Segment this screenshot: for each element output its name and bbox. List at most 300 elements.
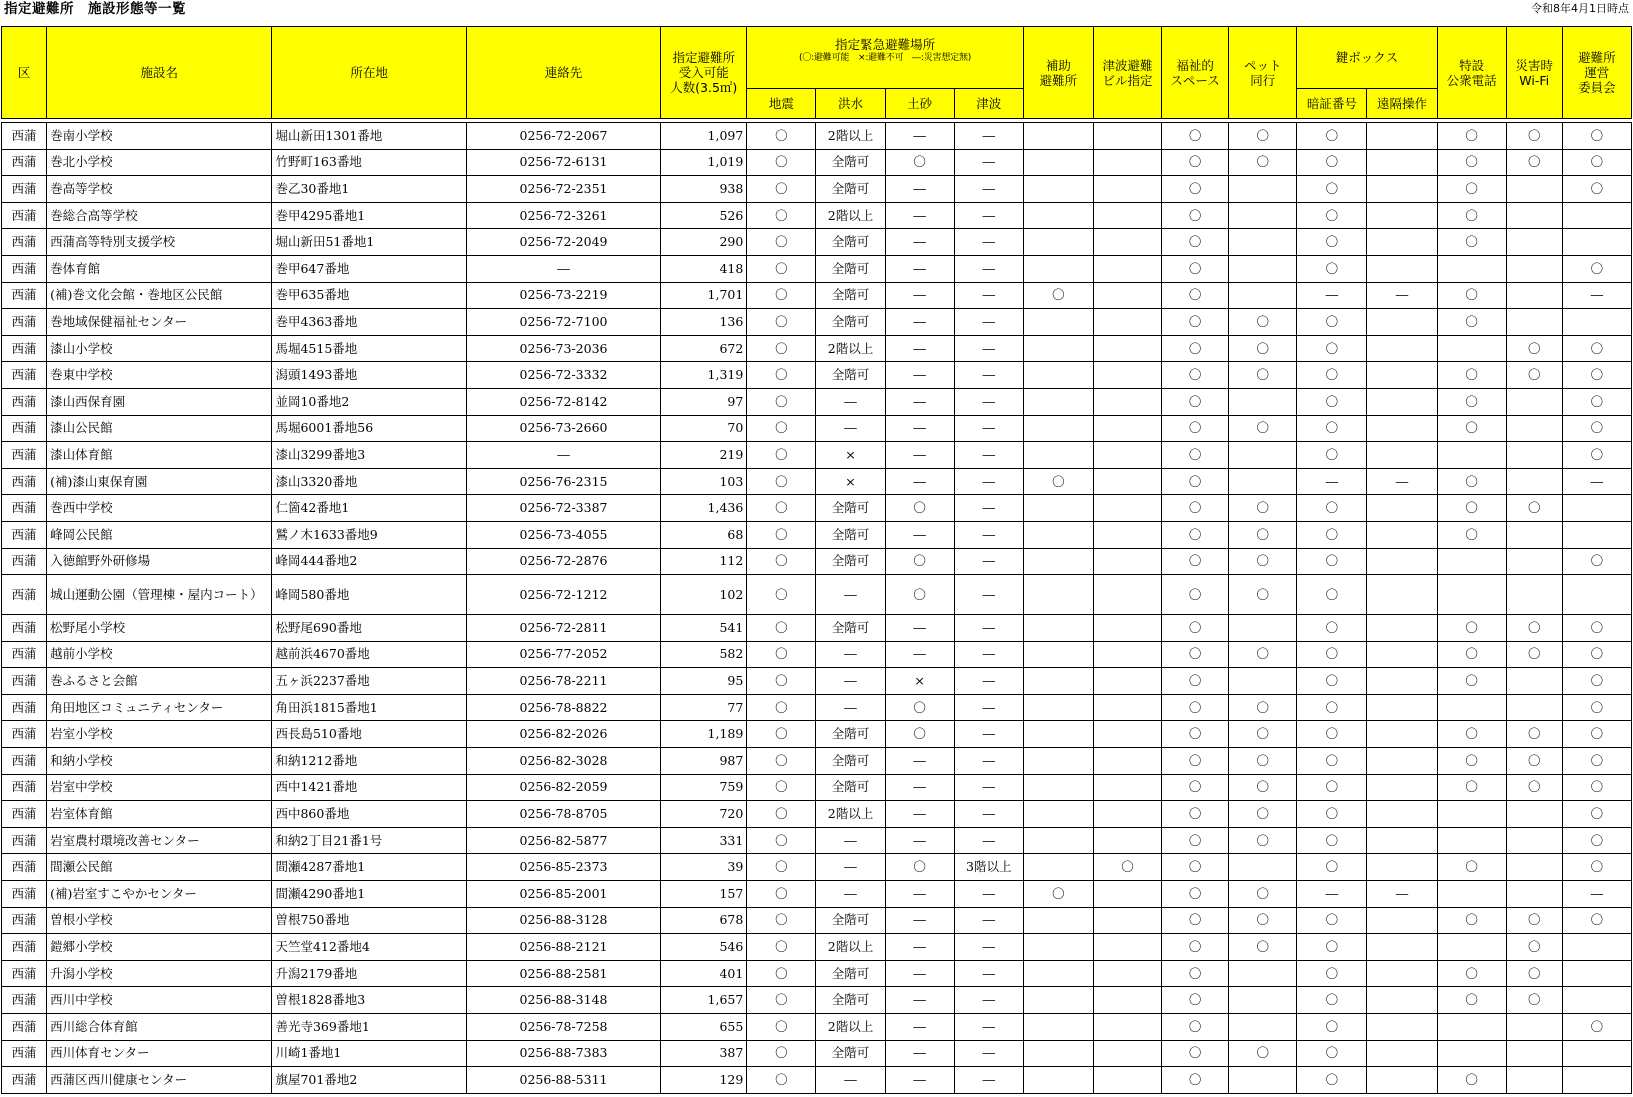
cell-keybox-remote [1367, 388, 1437, 415]
cell-facility: 巻ふるさと会館 [47, 668, 272, 695]
cell-earthquake: 〇 [747, 362, 816, 389]
cell-capacity: 1,019 [661, 149, 747, 176]
cell-capacity: 759 [661, 774, 747, 801]
cell-keybox-remote [1367, 987, 1437, 1014]
cell-tsunami-building [1093, 255, 1161, 282]
cell-tsunami-building [1093, 1040, 1161, 1067]
cell-ward: 西蒲 [2, 521, 47, 548]
cell-committee: 〇 [1562, 442, 1631, 469]
cell-landslide: ― [885, 388, 954, 415]
cell-wifi [1506, 229, 1562, 256]
cell-ward: 西蒲 [2, 960, 47, 987]
cell-tsunami-building [1093, 1014, 1161, 1041]
cell-landslide: ― [885, 801, 954, 828]
header-wifi: 災害時 Wi-Fi [1506, 27, 1562, 119]
cell-keybox-remote [1367, 721, 1437, 748]
cell-flood: ― [816, 388, 885, 415]
cell-earthquake: 〇 [747, 255, 816, 282]
cell-keybox-remote [1367, 202, 1437, 229]
cell-phone [1437, 827, 1506, 854]
cell-welfare: 〇 [1162, 960, 1229, 987]
cell-landslide: ― [885, 282, 954, 309]
cell-pet: 〇 [1229, 149, 1297, 176]
cell-keybox-pin: 〇 [1297, 575, 1367, 615]
cell-capacity: 95 [661, 668, 747, 695]
cell-capacity: 103 [661, 468, 747, 495]
cell-wifi [1506, 854, 1562, 881]
cell-keybox-remote [1367, 176, 1437, 203]
cell-address: 天竺堂412番地4 [272, 934, 466, 961]
cell-keybox-pin: 〇 [1297, 721, 1367, 748]
cell-tsunami-building [1093, 335, 1161, 362]
cell-welfare: 〇 [1162, 123, 1229, 150]
cell-tsunami-building: 〇 [1093, 854, 1161, 881]
cell-contact: 0256-78-2211 [466, 668, 660, 695]
cell-contact: 0256-73-4055 [466, 521, 660, 548]
table-row [2, 176, 1632, 203]
cell-auxiliary [1023, 960, 1093, 987]
header-emergency-title: 指定緊急避難場所 [835, 37, 936, 52]
cell-keybox-pin: 〇 [1297, 176, 1367, 203]
cell-committee [1562, 495, 1631, 522]
cell-tsunami-building [1093, 668, 1161, 695]
cell-committee: 〇 [1562, 668, 1631, 695]
cell-ward: 西蒲 [2, 362, 47, 389]
cell-committee [1562, 309, 1631, 336]
cell-facility: 峰岡公民館 [47, 521, 272, 548]
cell-contact: 0256-72-3387 [466, 495, 660, 522]
cell-welfare: 〇 [1162, 748, 1229, 775]
cell-keybox-remote [1367, 309, 1437, 336]
cell-committee: 〇 [1562, 548, 1631, 575]
cell-address: 竹野町163番地 [272, 149, 466, 176]
cell-address: 堀山新田51番地1 [272, 229, 466, 256]
cell-address: 潟頭1493番地 [272, 362, 466, 389]
cell-facility: 鎧郷小学校 [47, 934, 272, 961]
cell-facility: 巻総合高等学校 [47, 202, 272, 229]
cell-earthquake: 〇 [747, 934, 816, 961]
cell-ward: 西蒲 [2, 668, 47, 695]
cell-wifi [1506, 255, 1562, 282]
cell-phone [1437, 934, 1506, 961]
cell-contact: 0256-72-3261 [466, 202, 660, 229]
cell-facility: 西川体育センター [47, 1040, 272, 1067]
cell-keybox-remote [1367, 774, 1437, 801]
table-row [2, 960, 1632, 987]
cell-facility: 西蒲区西川健康センター [47, 1067, 272, 1094]
cell-contact: 0256-88-3148 [466, 987, 660, 1014]
cell-phone: 〇 [1437, 615, 1506, 642]
cell-tsunami: ― [954, 415, 1023, 442]
header-emergency [747, 27, 1024, 89]
cell-tsunami: ― [954, 907, 1023, 934]
header-flood: 洪水 [816, 89, 885, 119]
cell-ward: 西蒲 [2, 388, 47, 415]
cell-wifi [1506, 442, 1562, 469]
cell-facility: 岩室農村環境改善センター [47, 827, 272, 854]
cell-auxiliary: 〇 [1023, 282, 1093, 309]
cell-landslide: 〇 [885, 575, 954, 615]
cell-keybox-remote [1367, 521, 1437, 548]
cell-tsunami: ― [954, 641, 1023, 668]
header-auxiliary: 補助 避難所 [1023, 27, 1093, 119]
cell-auxiliary [1023, 521, 1093, 548]
cell-tsunami: ― [954, 1067, 1023, 1094]
cell-tsunami-building [1093, 229, 1161, 256]
cell-pet [1229, 1014, 1297, 1041]
cell-wifi [1506, 668, 1562, 695]
cell-earthquake: 〇 [747, 1067, 816, 1094]
header-welfare-space: 福祉的 スペース [1162, 27, 1229, 119]
cell-tsunami: ― [954, 668, 1023, 695]
cell-keybox-remote: ― [1367, 468, 1437, 495]
cell-pet [1229, 282, 1297, 309]
cell-landslide: ― [885, 123, 954, 150]
cell-phone [1437, 1040, 1506, 1067]
cell-pet [1229, 1067, 1297, 1094]
cell-pet [1229, 176, 1297, 203]
cell-keybox-remote [1367, 748, 1437, 775]
cell-flood: × [816, 442, 885, 469]
cell-keybox-remote [1367, 415, 1437, 442]
cell-contact: 0256-72-2876 [466, 548, 660, 575]
cell-landslide: ― [885, 1040, 954, 1067]
header-keybox-pin: 暗証番号 [1297, 89, 1367, 119]
cell-welfare: 〇 [1162, 282, 1229, 309]
cell-earthquake: 〇 [747, 388, 816, 415]
cell-phone [1437, 442, 1506, 469]
cell-capacity: 1,436 [661, 495, 747, 522]
cell-earthquake: 〇 [747, 282, 816, 309]
table-row [2, 881, 1632, 908]
cell-landslide: ― [885, 1067, 954, 1094]
header-committee: 避難所 運営 委員会 [1562, 27, 1631, 119]
cell-wifi: 〇 [1506, 987, 1562, 1014]
cell-wifi: 〇 [1506, 907, 1562, 934]
cell-address: 漆山3299番地3 [272, 442, 466, 469]
cell-contact: 0256-72-2351 [466, 176, 660, 203]
cell-auxiliary [1023, 1040, 1093, 1067]
cell-tsunami: ― [954, 442, 1023, 469]
cell-welfare: 〇 [1162, 907, 1229, 934]
cell-earthquake: 〇 [747, 694, 816, 721]
cell-address: 越前浜4670番地 [272, 641, 466, 668]
cell-address: 巻甲635番地 [272, 282, 466, 309]
cell-facility: (補)巻文化会館・巻地区公民館 [47, 282, 272, 309]
cell-pet [1229, 854, 1297, 881]
cell-address: 五ヶ浜2237番地 [272, 668, 466, 695]
cell-flood: 全階可 [816, 615, 885, 642]
cell-committee: 〇 [1562, 123, 1631, 150]
cell-flood: 全階可 [816, 521, 885, 548]
cell-flood: 全階可 [816, 960, 885, 987]
cell-auxiliary [1023, 748, 1093, 775]
cell-facility: 漆山体育館 [47, 442, 272, 469]
cell-committee: 〇 [1562, 388, 1631, 415]
cell-auxiliary [1023, 149, 1093, 176]
cell-keybox-remote [1367, 668, 1437, 695]
cell-flood: 全階可 [816, 176, 885, 203]
cell-tsunami: ― [954, 123, 1023, 150]
cell-auxiliary [1023, 548, 1093, 575]
table-row [2, 335, 1632, 362]
cell-keybox-pin: 〇 [1297, 442, 1367, 469]
cell-pet: 〇 [1229, 335, 1297, 362]
cell-auxiliary [1023, 123, 1093, 150]
cell-pet: 〇 [1229, 721, 1297, 748]
cell-wifi: 〇 [1506, 123, 1562, 150]
cell-keybox-pin: 〇 [1297, 388, 1367, 415]
cell-keybox-pin: 〇 [1297, 521, 1367, 548]
cell-capacity: 401 [661, 960, 747, 987]
cell-committee [1562, 1040, 1631, 1067]
cell-wifi [1506, 548, 1562, 575]
cell-phone: 〇 [1437, 960, 1506, 987]
table-row [2, 774, 1632, 801]
cell-welfare: 〇 [1162, 1067, 1229, 1094]
cell-welfare: 〇 [1162, 934, 1229, 961]
cell-address: 巻甲4363番地 [272, 309, 466, 336]
cell-address: 峰岡580番地 [272, 575, 466, 615]
cell-capacity: 129 [661, 1067, 747, 1094]
cell-tsunami-building [1093, 442, 1161, 469]
cell-landslide: ― [885, 202, 954, 229]
cell-contact: 0256-88-3128 [466, 907, 660, 934]
cell-wifi [1506, 521, 1562, 548]
cell-committee: 〇 [1562, 721, 1631, 748]
cell-flood: 2階以上 [816, 1014, 885, 1041]
header-emergency-legend: (〇:避難可能 ×:避難不可 ―:災害想定無) [799, 53, 972, 63]
cell-tsunami-building [1093, 309, 1161, 336]
cell-ward: 西蒲 [2, 827, 47, 854]
cell-tsunami-building [1093, 774, 1161, 801]
cell-pet [1229, 229, 1297, 256]
cell-wifi [1506, 1067, 1562, 1094]
cell-keybox-pin: 〇 [1297, 668, 1367, 695]
cell-wifi [1506, 202, 1562, 229]
cell-phone: 〇 [1437, 987, 1506, 1014]
table-row [2, 123, 1632, 150]
cell-contact: 0256-72-2811 [466, 615, 660, 642]
cell-ward: 西蒲 [2, 229, 47, 256]
cell-address: 漆山3320番地 [272, 468, 466, 495]
cell-auxiliary [1023, 176, 1093, 203]
cell-ward: 西蒲 [2, 1014, 47, 1041]
cell-keybox-remote [1367, 907, 1437, 934]
cell-ward: 西蒲 [2, 748, 47, 775]
cell-ward: 西蒲 [2, 774, 47, 801]
cell-phone: 〇 [1437, 202, 1506, 229]
cell-ward: 西蒲 [2, 987, 47, 1014]
cell-phone: 〇 [1437, 309, 1506, 336]
cell-keybox-pin: 〇 [1297, 495, 1367, 522]
cell-tsunami: ― [954, 335, 1023, 362]
cell-landslide: 〇 [885, 694, 954, 721]
cell-welfare: 〇 [1162, 668, 1229, 695]
cell-flood: 全階可 [816, 495, 885, 522]
cell-capacity: 70 [661, 415, 747, 442]
cell-tsunami-building [1093, 521, 1161, 548]
cell-auxiliary [1023, 575, 1093, 615]
header-phone: 特設 公衆電話 [1437, 27, 1506, 119]
cell-keybox-remote [1367, 149, 1437, 176]
cell-auxiliary [1023, 362, 1093, 389]
cell-capacity: 1,097 [661, 123, 747, 150]
cell-keybox-pin: 〇 [1297, 1067, 1367, 1094]
cell-address: 間瀬4287番地1 [272, 854, 466, 881]
cell-wifi: 〇 [1506, 641, 1562, 668]
cell-pet: 〇 [1229, 575, 1297, 615]
cell-tsunami: ― [954, 774, 1023, 801]
cell-earthquake: 〇 [747, 1040, 816, 1067]
cell-keybox-pin: 〇 [1297, 854, 1367, 881]
cell-capacity: 541 [661, 615, 747, 642]
cell-keybox-pin: ― [1297, 282, 1367, 309]
cell-earthquake: 〇 [747, 575, 816, 615]
table-row [2, 748, 1632, 775]
cell-flood: 2階以上 [816, 202, 885, 229]
cell-facility: 岩室体育館 [47, 801, 272, 828]
cell-earthquake: 〇 [747, 907, 816, 934]
header-pet: ペット 同行 [1229, 27, 1297, 119]
cell-keybox-remote [1367, 335, 1437, 362]
cell-facility: 越前小学校 [47, 641, 272, 668]
cell-landslide: ― [885, 641, 954, 668]
cell-committee [1562, 575, 1631, 615]
cell-wifi: 〇 [1506, 774, 1562, 801]
cell-pet: 〇 [1229, 1040, 1297, 1067]
cell-auxiliary [1023, 335, 1093, 362]
cell-keybox-pin: ― [1297, 881, 1367, 908]
cell-phone: 〇 [1437, 282, 1506, 309]
cell-auxiliary [1023, 774, 1093, 801]
cell-earthquake: 〇 [747, 748, 816, 775]
cell-tsunami: 3階以上 [954, 854, 1023, 881]
cell-committee: 〇 [1562, 415, 1631, 442]
cell-flood: 全階可 [816, 149, 885, 176]
cell-welfare: 〇 [1162, 548, 1229, 575]
cell-landslide: ― [885, 442, 954, 469]
cell-flood: ― [816, 668, 885, 695]
cell-pet: 〇 [1229, 934, 1297, 961]
table-row [2, 309, 1632, 336]
table-row [2, 282, 1632, 309]
cell-capacity: 1,701 [661, 282, 747, 309]
cell-auxiliary [1023, 987, 1093, 1014]
cell-phone [1437, 1014, 1506, 1041]
cell-committee: 〇 [1562, 801, 1631, 828]
cell-contact: 0256-85-2373 [466, 854, 660, 881]
cell-capacity: 219 [661, 442, 747, 469]
cell-capacity: 526 [661, 202, 747, 229]
cell-welfare: 〇 [1162, 468, 1229, 495]
cell-auxiliary: 〇 [1023, 881, 1093, 908]
cell-earthquake: 〇 [747, 721, 816, 748]
cell-committee: 〇 [1562, 615, 1631, 642]
cell-earthquake: 〇 [747, 521, 816, 548]
cell-wifi: 〇 [1506, 748, 1562, 775]
cell-landslide: 〇 [885, 495, 954, 522]
cell-committee [1562, 1067, 1631, 1094]
cell-pet [1229, 255, 1297, 282]
cell-tsunami: ― [954, 721, 1023, 748]
cell-tsunami-building [1093, 801, 1161, 828]
cell-keybox-remote [1367, 694, 1437, 721]
cell-ward: 西蒲 [2, 641, 47, 668]
table-row [2, 202, 1632, 229]
cell-auxiliary [1023, 615, 1093, 642]
cell-ward: 西蒲 [2, 176, 47, 203]
cell-contact: 0256-82-2026 [466, 721, 660, 748]
cell-facility: 和納小学校 [47, 748, 272, 775]
cell-pet: 〇 [1229, 694, 1297, 721]
cell-keybox-pin: 〇 [1297, 1040, 1367, 1067]
cell-phone: 〇 [1437, 495, 1506, 522]
cell-pet: 〇 [1229, 495, 1297, 522]
cell-ward: 西蒲 [2, 415, 47, 442]
cell-tsunami: ― [954, 934, 1023, 961]
header-keybox-remote: 遠隔操作 [1367, 89, 1437, 119]
cell-welfare: 〇 [1162, 854, 1229, 881]
cell-landslide: 〇 [885, 721, 954, 748]
cell-keybox-remote [1367, 495, 1437, 522]
cell-auxiliary [1023, 309, 1093, 336]
cell-phone: 〇 [1437, 388, 1506, 415]
cell-pet [1229, 668, 1297, 695]
cell-pet: 〇 [1229, 362, 1297, 389]
cell-phone [1437, 801, 1506, 828]
cell-ward: 西蒲 [2, 1067, 47, 1094]
cell-phone [1437, 575, 1506, 615]
cell-welfare: 〇 [1162, 694, 1229, 721]
cell-address: 巻甲4295番地1 [272, 202, 466, 229]
table-row [2, 388, 1632, 415]
header-earthquake: 地震 [747, 89, 816, 119]
cell-tsunami-building [1093, 721, 1161, 748]
cell-flood: 2階以上 [816, 123, 885, 150]
cell-tsunami-building [1093, 641, 1161, 668]
cell-committee [1562, 934, 1631, 961]
cell-pet: 〇 [1229, 827, 1297, 854]
cell-tsunami: ― [954, 176, 1023, 203]
cell-phone [1437, 694, 1506, 721]
cell-phone: 〇 [1437, 748, 1506, 775]
cell-keybox-remote [1367, 362, 1437, 389]
cell-auxiliary [1023, 415, 1093, 442]
cell-contact: 0256-88-5311 [466, 1067, 660, 1094]
cell-flood: 全階可 [816, 548, 885, 575]
cell-auxiliary [1023, 1067, 1093, 1094]
cell-flood: 全階可 [816, 907, 885, 934]
cell-contact: 0256-82-5877 [466, 827, 660, 854]
cell-wifi [1506, 388, 1562, 415]
cell-committee: 〇 [1562, 335, 1631, 362]
cell-keybox-pin: 〇 [1297, 309, 1367, 336]
cell-wifi: 〇 [1506, 362, 1562, 389]
cell-welfare: 〇 [1162, 827, 1229, 854]
cell-keybox-remote: ― [1367, 282, 1437, 309]
cell-welfare: 〇 [1162, 335, 1229, 362]
cell-contact: 0256-72-8142 [466, 388, 660, 415]
cell-welfare: 〇 [1162, 229, 1229, 256]
cell-address: 巻甲647番地 [272, 255, 466, 282]
cell-phone [1437, 548, 1506, 575]
table-row [2, 694, 1632, 721]
cell-flood: × [816, 468, 885, 495]
table-row [2, 934, 1632, 961]
header-tsunami-building: 津波避難 ビル指定 [1093, 27, 1161, 119]
cell-earthquake: 〇 [747, 442, 816, 469]
